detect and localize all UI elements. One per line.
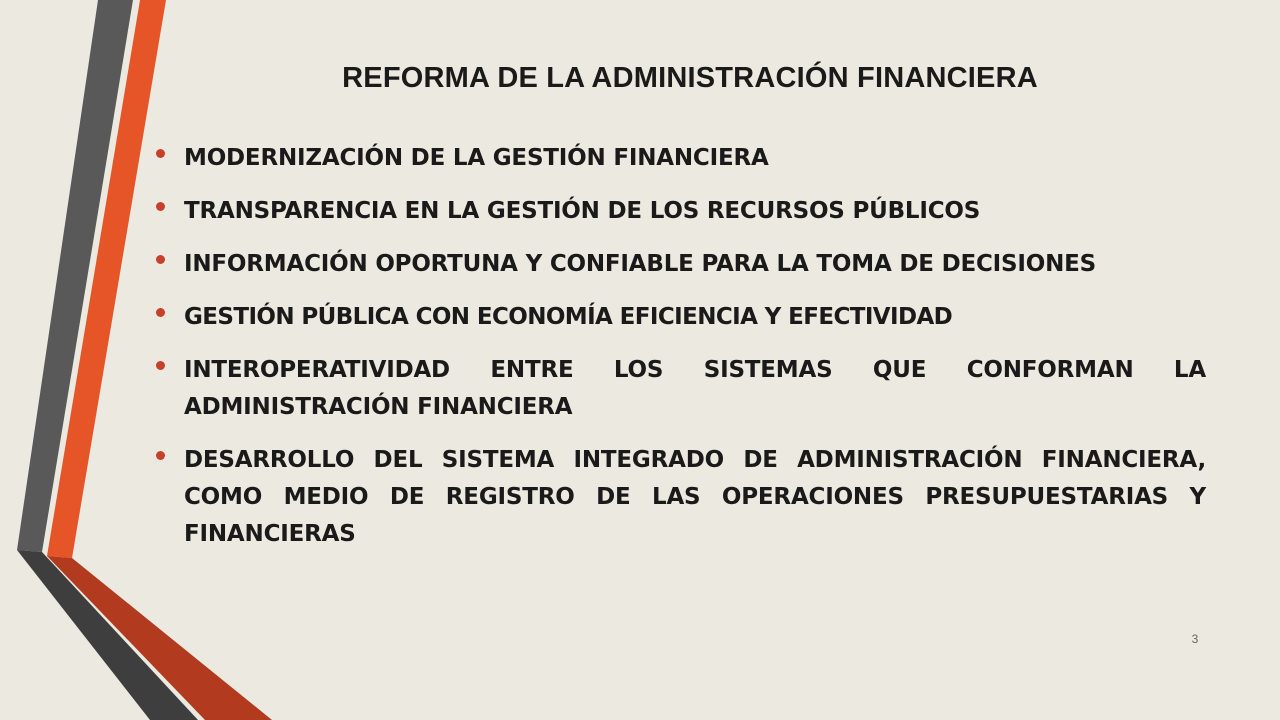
bullet-dot-icon	[156, 149, 165, 158]
bullet-text: INFORMACIÓN OPORTUNA Y CONFIABLE PARA LA TOMA DE DECISIONES	[184, 251, 1097, 277]
bullet-dot-icon	[156, 451, 165, 460]
bullet-text: DESARROLLO DEL SISTEMA INTEGRADO DE ADMINISTRACIÓN FINANCIERA, COMO MEDIO DE REGISTRO DE LAS OPERACIONES PRESUPUESTARIAS Y FINANCIERAS	[184, 447, 1206, 547]
bullet-item	[156, 246, 1206, 283]
bullet-dot-icon	[156, 202, 165, 211]
bullet-list	[156, 140, 1206, 569]
bullet-text: INTEROPERATIVIDAD ENTRE LOS SISTEMAS QUE CONFORMAN LA ADMINISTRACIÓN FINANCIERA	[184, 357, 1206, 420]
slide-title: REFORMA DE LA ADMINISTRACIÓN FINANCIERA	[342, 62, 1038, 94]
bullet-dot-icon	[156, 255, 165, 264]
bullet-item	[156, 193, 1206, 230]
bullet-item	[156, 442, 1206, 553]
bullet-text: TRANSPARENCIA EN LA GESTIÓN DE LOS RECURSOS PÚBLICOS	[184, 198, 981, 224]
gray-stripe-lower	[17, 550, 198, 720]
bullet-text: MODERNIZACIÓN DE LA GESTIÓN FINANCIERA	[184, 145, 769, 171]
bullet-item	[156, 140, 1206, 177]
bullet-item	[156, 352, 1206, 426]
page-number: 3	[1191, 632, 1199, 646]
bullet-dot-icon	[156, 308, 165, 317]
bullet-text: GESTIÓN PÚBLICA CON ECONOMÍA EFICIENCIA Y EFECTIVIDAD	[184, 304, 953, 330]
bullet-dot-icon	[156, 361, 165, 370]
bullet-item	[156, 299, 1206, 336]
